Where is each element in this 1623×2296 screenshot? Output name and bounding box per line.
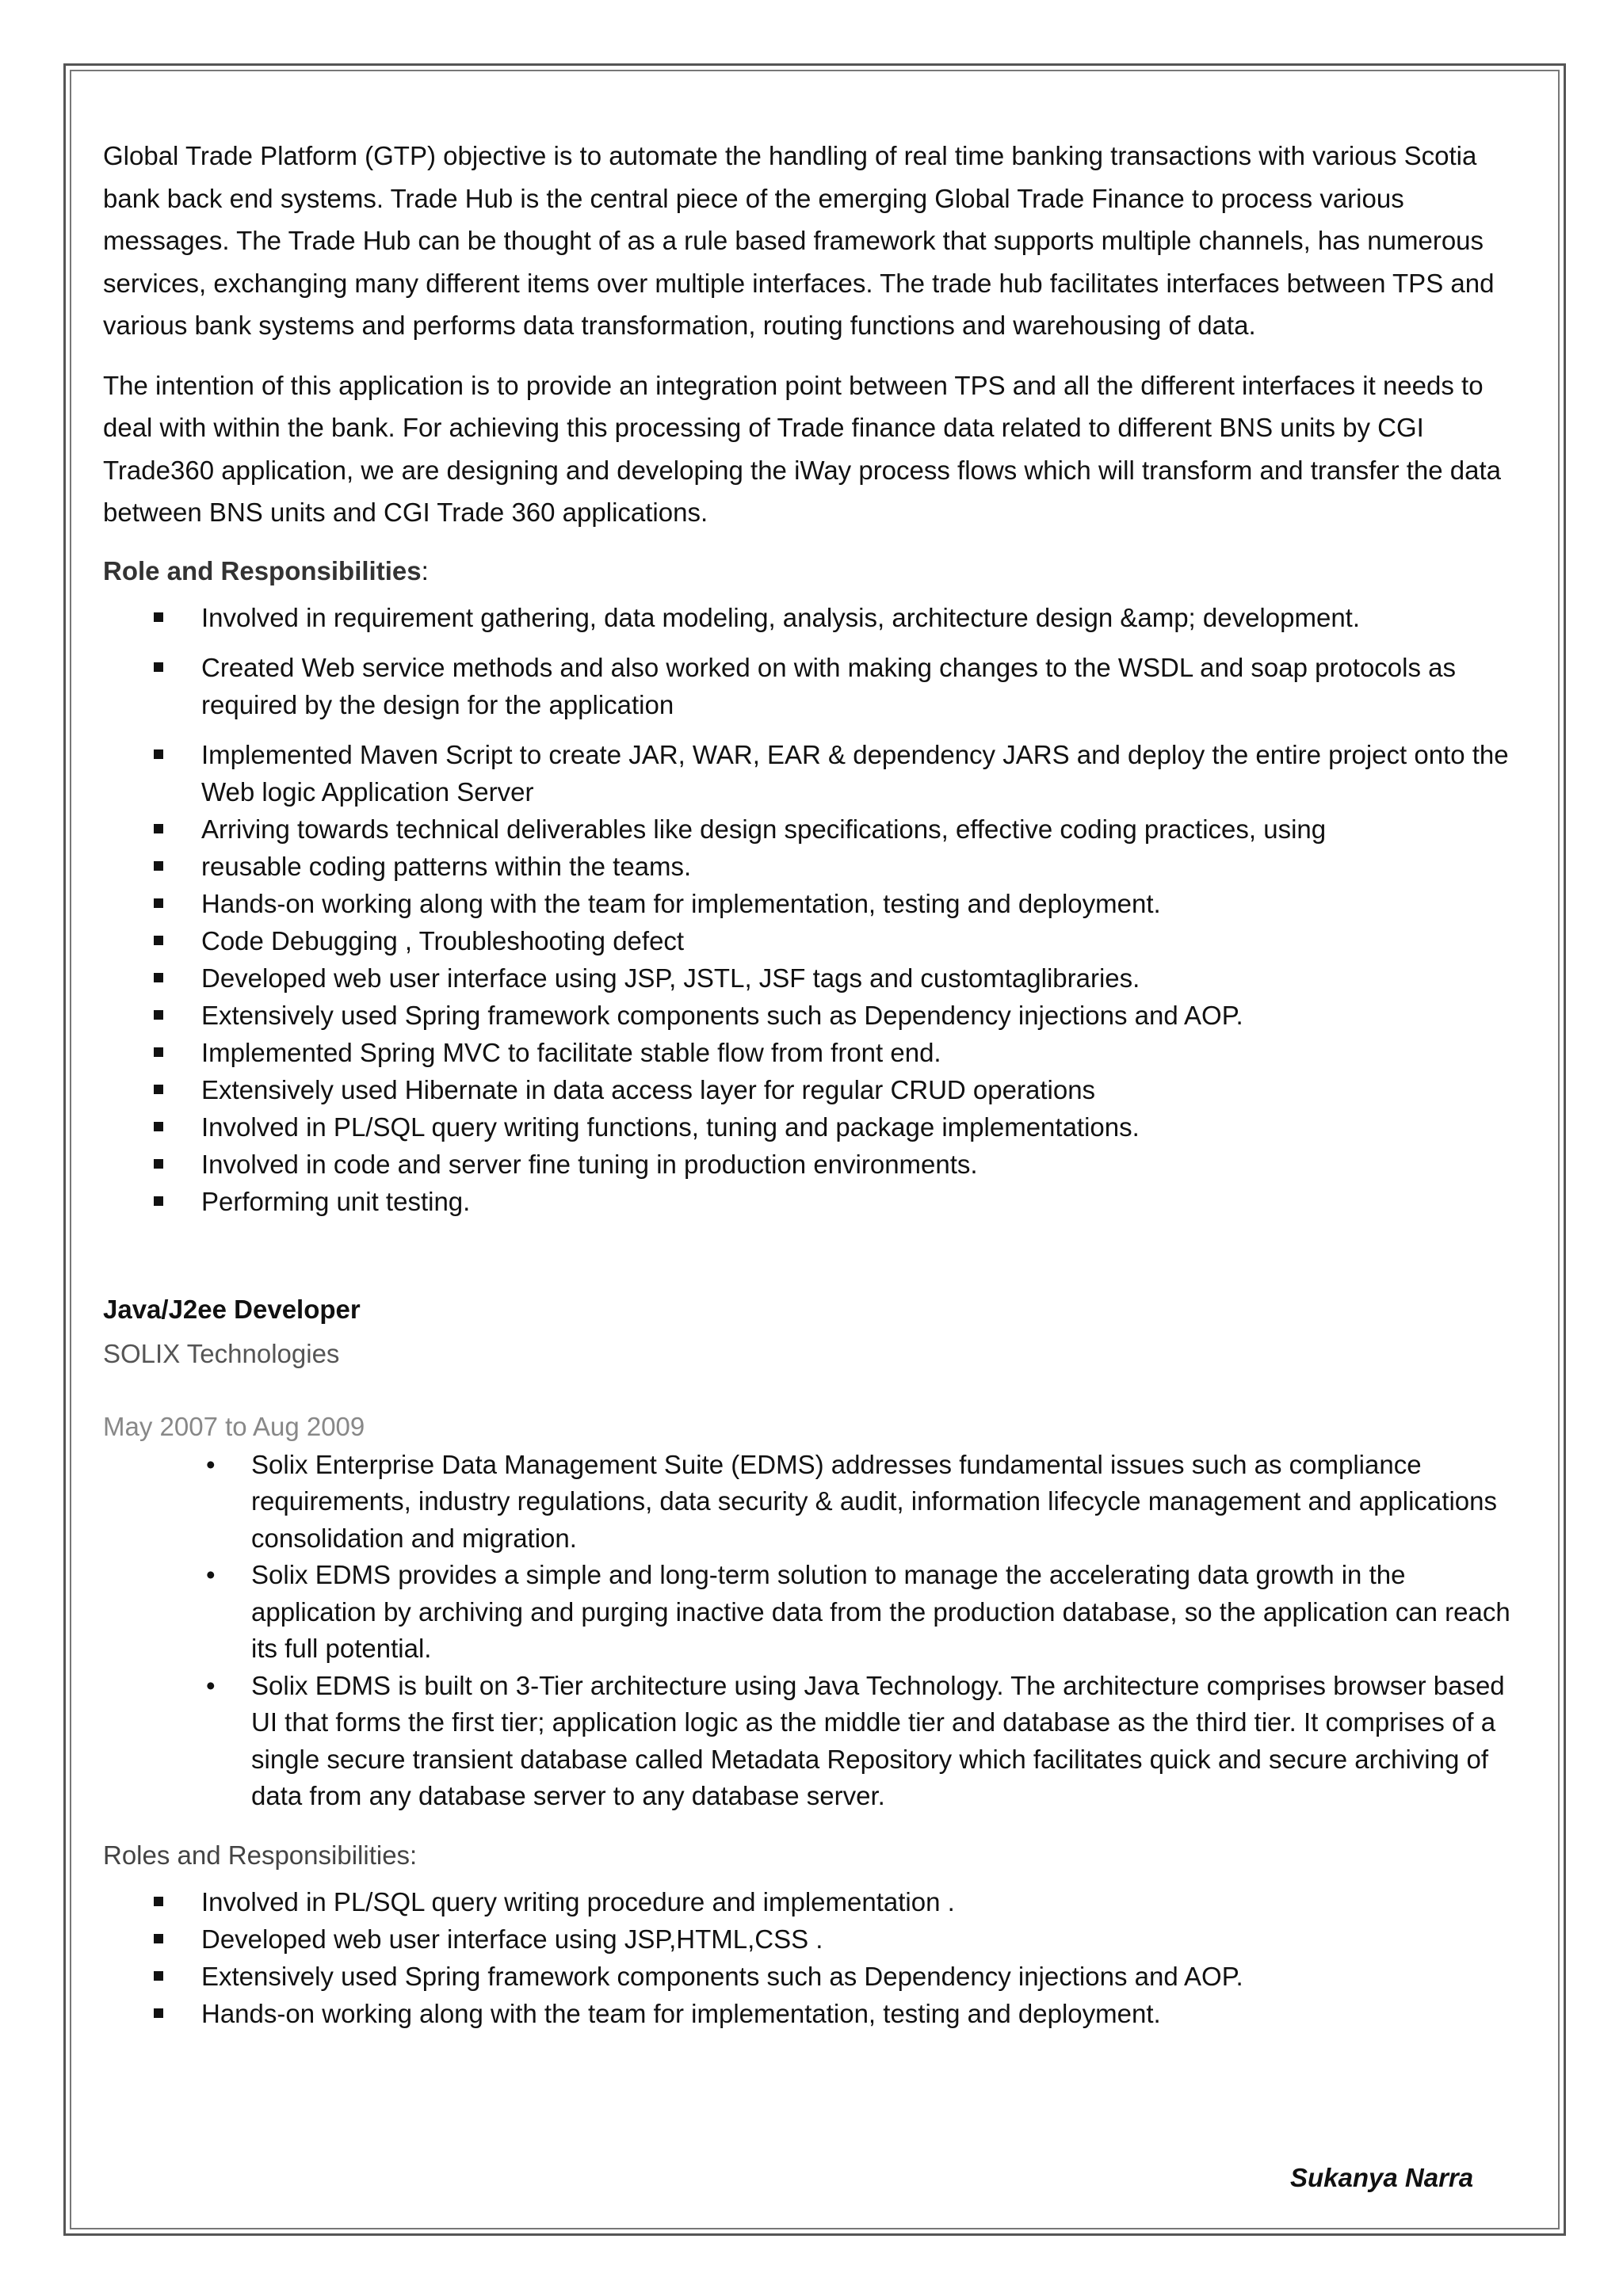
list-item: • Solix EDMS provides a simple and long-term solution to manage the accelerating data growth in the application by archiving and purging inactive data from the production database, so the application can reach its full potential. <box>103 1557 1529 1668</box>
signature-name: Sukanya Narra <box>1290 2163 1474 2192</box>
list-item: Extensively used Hibernate in data access layer for regular CRUD operations <box>103 1071 1529 1108</box>
intro-paragraph-2: The intention of this application is to provide an integration point between TPS and all the different interfaces it needs to deal with within the bank. For achieving this processing of Trade finance data related to different BNS units by CGI Trade360 application, we are designing and developing the iWay process flows which will transform and transfer the data between BNS units and CGI Trade 360 applications. <box>103 370 1502 527</box>
company-name: SOLIX Technologies <box>103 1338 340 1368</box>
list-item: • Solix Enterprise Data Management Suite (EDMS) addresses fundamental issues such as compliance requirements, industry regulations, data security & audit, information lifecycle management and applications consolidation and migration. <box>103 1447 1529 1558</box>
responsibilities-heading <box>103 551 1529 591</box>
list-item: Performing unit testing. <box>103 1183 1529 1220</box>
list-item: reusable coding patterns within the teams. <box>103 848 1529 885</box>
resume-content <box>103 135 1529 2032</box>
list-item: Implemented Maven Script to create JAR, WAR, EAR & dependency JARS and deploy the entire project onto the Web logic Application Server <box>103 736 1529 810</box>
list-item: Hands-on working along with the team for implementation, testing and deployment. <box>103 1995 1529 2032</box>
list-item: • Solix EDMS is built on 3-Tier architecture using Java Technology. The architecture comprises browser based UI that forms the first tier; application logic as the middle tier and database as the third tier. It comprises of a single secure transient database called Metadata Repository which facilitates quick and secure archiving of data from any database server to any database server. <box>103 1668 1529 1815</box>
list-item: Developed web user interface using JSP,HTML,CSS . <box>103 1920 1529 1958</box>
list-item: Arriving towards technical deliverables like design specifications, effective coding practices, using <box>103 810 1529 848</box>
responsibilities-heading-suffix: : <box>421 555 429 585</box>
roles-heading: Roles and Responsibilities: <box>103 1840 418 1870</box>
list-item: Involved in code and server fine tuning in production environments. <box>103 1146 1529 1183</box>
responsibilities-heading-label: Role and Responsibilities <box>103 555 422 585</box>
intro-paragraph-1: Global Trade Platform (GTP) objective is to automate the handling of real time banking transactions with various Scotia bank back end systems. Trade Hub is the central piece of the emerging Global Trade Finance to process various messages. The Trade Hub can be thought of as a rule based framework that supports multiple channels, has numerous services, exchanging many different items over multiple interfaces. The trade hub facilitates interfaces between TPS and various bank systems and performs data transformation, routing functions and warehousing of data. <box>103 141 1495 340</box>
responsibilities-list <box>103 599 1529 1220</box>
list-item: Involved in requirement gathering, data modeling, analysis, architecture design &amp; development. <box>103 599 1529 636</box>
job-title: Java/J2ee Developer <box>103 1294 361 1324</box>
list-item: Extensively used Spring framework components such as Dependency injections and AOP. <box>103 1958 1529 1995</box>
job-description-list <box>103 1447 1529 1815</box>
list-item: Implemented Spring MVC to facilitate stable flow from front end. <box>103 1034 1529 1071</box>
roles-list <box>103 1883 1529 2032</box>
list-item: Code Debugging , Troubleshooting defect <box>103 922 1529 959</box>
list-item: Created Web service methods and also worked on with making changes to the WSDL and soap protocols as required by the design for the application <box>103 649 1529 723</box>
list-item: Extensively used Spring framework components such as Dependency injections and AOP. <box>103 997 1529 1034</box>
list-item: Involved in PL/SQL query writing functions, tuning and package implementations. <box>103 1108 1529 1146</box>
job-dates: May 2007 to Aug 2009 <box>103 1411 365 1441</box>
list-item: Developed web user interface using JSP, JSTL, JSF tags and customtaglibraries. <box>103 959 1529 997</box>
list-item: Involved in PL/SQL query writing procedure and implementation . <box>103 1883 1529 1920</box>
list-item: Hands-on working along with the team for implementation, testing and deployment. <box>103 885 1529 922</box>
